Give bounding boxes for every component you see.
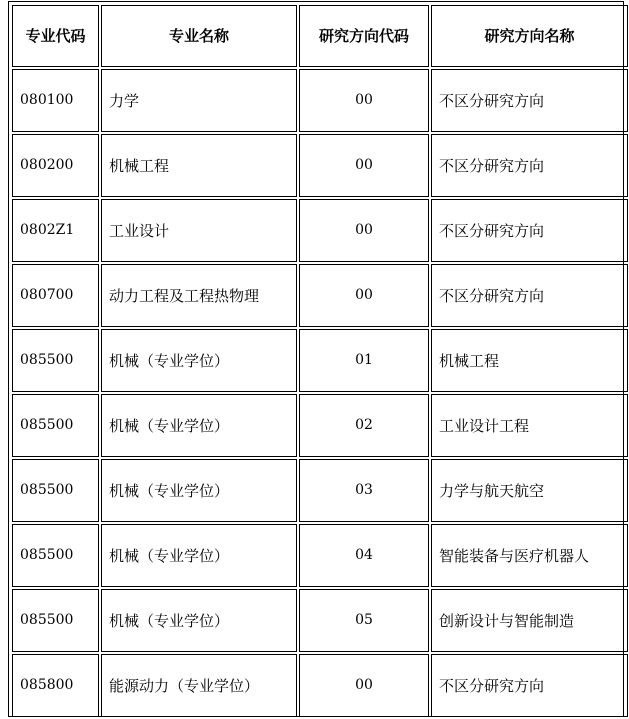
major-code-cell: 085500: [12, 459, 99, 522]
table-row: [12, 589, 628, 652]
major-code-cell: 0802Z1: [12, 199, 99, 262]
major-name-cell: 机械工程: [101, 134, 297, 197]
table-row: [12, 654, 628, 717]
major-name-cell: 机械（专业学位）: [101, 589, 297, 652]
direction-code-cell: 00: [299, 654, 429, 717]
major-code-cell: 085500: [12, 329, 99, 392]
direction-code-cell: 00: [299, 264, 429, 327]
table-row: [12, 134, 628, 197]
major-code-cell: 080100: [12, 69, 99, 132]
major-name-cell: 机械（专业学位）: [101, 459, 297, 522]
major-name-cell: 力学: [101, 69, 297, 132]
major-name-cell: 动力工程及工程热物理: [101, 264, 297, 327]
major-code-cell: 085500: [12, 394, 99, 457]
major-table-frame: [8, 1, 624, 717]
direction-code-cell: 02: [299, 394, 429, 457]
table-row: [12, 459, 628, 522]
table-row: [12, 329, 628, 392]
major-code-cell: 085500: [12, 589, 99, 652]
direction-name-cell: 不区分研究方向: [431, 134, 628, 197]
direction-code-cell: 00: [299, 134, 429, 197]
direction-code-cell: 00: [299, 69, 429, 132]
major-code-cell: 085800: [12, 654, 99, 717]
direction-code-cell: 05: [299, 589, 429, 652]
direction-name-cell: 不区分研究方向: [431, 69, 628, 132]
direction-name-cell: 创新设计与智能制造: [431, 589, 628, 652]
major-table: [10, 3, 629, 719]
major-code-cell: 080200: [12, 134, 99, 197]
header-direction-code: 研究方向代码: [299, 5, 429, 67]
table-row: [12, 264, 628, 327]
direction-name-cell: 智能装备与医疗机器人: [431, 524, 628, 587]
direction-code-cell: 00: [299, 199, 429, 262]
major-name-cell: 能源动力（专业学位）: [101, 654, 297, 717]
major-name-cell: 机械（专业学位）: [101, 524, 297, 587]
direction-name-cell: 不区分研究方向: [431, 199, 628, 262]
major-code-cell: 085500: [12, 524, 99, 587]
header-major-code: 专业代码: [12, 5, 99, 67]
direction-code-cell: 01: [299, 329, 429, 392]
major-name-cell: 机械（专业学位）: [101, 329, 297, 392]
major-name-cell: 机械（专业学位）: [101, 394, 297, 457]
header-direction-name: 研究方向名称: [431, 5, 628, 67]
major-name-cell: 工业设计: [101, 199, 297, 262]
table-row: [12, 199, 628, 262]
direction-name-cell: 力学与航天航空: [431, 459, 628, 522]
table-row: [12, 394, 628, 457]
direction-name-cell: 不区分研究方向: [431, 654, 628, 717]
header-major-name: 专业名称: [101, 5, 297, 67]
table-row: [12, 69, 628, 132]
direction-name-cell: 不区分研究方向: [431, 264, 628, 327]
direction-code-cell: 03: [299, 459, 429, 522]
direction-name-cell: 工业设计工程: [431, 394, 628, 457]
major-code-cell: 080700: [12, 264, 99, 327]
table-header-row: [12, 5, 628, 67]
direction-name-cell: 机械工程: [431, 329, 628, 392]
table-row: [12, 524, 628, 587]
direction-code-cell: 04: [299, 524, 429, 587]
